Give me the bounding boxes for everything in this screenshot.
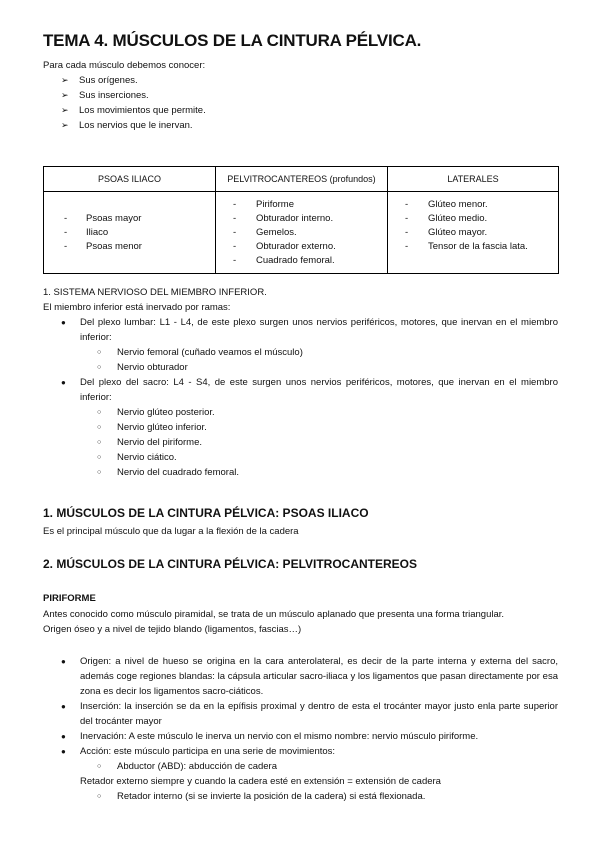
section-heading: 1. MÚSCULOS DE LA CINTURA PÉLVICA: PSOAS ILIACO [43, 506, 369, 520]
circle-bullet-icon: ○ [97, 424, 102, 431]
list-item: - Glúteo menor. [405, 199, 488, 210]
intro-lead: Para cada músculo debemos conocer: [43, 60, 206, 71]
arrow-bullet-icon: ➢ [61, 75, 69, 85]
list-item: ➢ Los movimientos que permite. [61, 105, 206, 116]
bullet-icon: ● [61, 378, 66, 387]
list-item: - Glúteo medio. [405, 213, 488, 224]
header-psoas-iliaco: PSOAS ILIACO [44, 167, 216, 192]
section-pelvitrocantereos [43, 557, 558, 572]
list-item: - Glúteo mayor. [405, 227, 488, 238]
circle-bullet-icon: ○ [97, 349, 102, 356]
intro-list [43, 73, 558, 133]
list-item: ● Acción: este músculo participa en una serie de movimientos: ○ Abductor (ABD): abducción de cadera [43, 744, 558, 774]
section-heading: 2. MÚSCULOS DE LA CINTURA PÉLVICA: PELVITROCANTEREOS [43, 557, 418, 571]
list-item: - Cuadrado femoral. [233, 254, 335, 266]
list-item: ● Del plexo lumbar: L1 - L4, de este plexo surgen unos nervios periféricos, motores, que inervan en el miembro inferior: ○ Nervio femoral (cuñado veamos el músculo) ○ Nervio obturador [61, 317, 558, 373]
paragraph: Origen óseo y a nivel de tejido blando (ligamentos, fascias…) [43, 624, 302, 635]
list-item: - Gemelos. [233, 226, 297, 238]
list-item: - Tensor de la fascia lata. [405, 241, 528, 252]
list-item: - Iliaco [64, 226, 109, 238]
intro-block [43, 58, 558, 133]
list-item: ● Origen: a nivel de hueso se origina en la cara anterolateral, es decir de la parte interna y externa del sacro, además coge regiones blandas: la cápsula articular sacro-iliaca y los ligamentos que pasan directamente por esa zona es decir los ligamentos sacro-ciáticos. [61, 656, 558, 697]
list-item: - Obturador interno. [233, 212, 334, 224]
list-item: ➢ Los nervios que le inervan. [61, 120, 193, 131]
table-header-row [44, 167, 559, 192]
list-item: ● Inervación: A este músculo le inerva un nervio con el mismo nombre: nervio músculo piriforme. [61, 731, 479, 742]
list-item: ➢ Sus inserciones. [61, 90, 149, 101]
header-pelvitrocantereos: PELVITROCANTEREOS (profundos) [216, 167, 388, 192]
section-psoas-iliaco [43, 506, 558, 539]
list-item: ○ Nervio ciático. [97, 452, 177, 463]
list-item: - Piriforme [233, 198, 295, 210]
bullet-icon: ● [61, 747, 66, 756]
list-item: ○ Retador interno (si se invierte la posición de la cadera) si está flexionada. [97, 791, 426, 802]
page-title: TEMA 4. MÚSCULOS DE LA CINTURA PÉLVICA. [43, 31, 422, 50]
list-item: ○ Nervio glúteo inferior. [97, 422, 207, 433]
list-item: ○ Abductor (ABD): abducción de cadera [97, 761, 278, 772]
circle-bullet-icon: ○ [97, 409, 102, 416]
section-lead: El miembro inferior está inervado por ramas: [43, 302, 231, 313]
list-item: - Psoas mayor [64, 212, 142, 224]
list-item: - Obturador externo. [233, 240, 336, 252]
circle-bullet-icon: ○ [97, 364, 102, 371]
arrow-bullet-icon: ➢ [61, 120, 69, 130]
piriforme-details [43, 654, 558, 804]
circle-bullet-icon: ○ [97, 439, 102, 446]
circle-bullet-icon: ○ [97, 793, 102, 800]
bullet-icon: ● [61, 702, 66, 711]
arrow-bullet-icon: ➢ [61, 105, 69, 115]
circle-bullet-icon: ○ [97, 763, 102, 770]
header-laterales: LATERALES [388, 167, 559, 192]
bullet-icon: ● [61, 318, 66, 327]
list-item: ○ Nervio del cuadrado femoral. [97, 467, 239, 478]
list-item: ○ Nervio obturador [97, 362, 188, 373]
circle-bullet-icon: ○ [97, 454, 102, 461]
cell-psoas-iliaco [44, 192, 216, 274]
list-item: ○ Nervio del piriforme. [97, 437, 202, 448]
bullet-icon: ● [61, 732, 66, 741]
list-item: - Psoas menor [64, 240, 142, 252]
table-row [44, 192, 559, 274]
circle-bullet-icon: ○ [97, 469, 102, 476]
list-item: ● Del plexo del sacro: L4 - S4, de este surgen unos nervios periféricos, motores, que inervan en el miembro inferior: ○ Nervio glúteo posterior. ○ Nervio glúteo inferior. ○ Nervio del piriforme. ○ Nervio ciático. ○ Nervio del cuadrado femoral. [61, 377, 558, 478]
list-item: ➢ Sus orígenes. [61, 75, 138, 86]
list-item: ○ Nervio glúteo posterior. [97, 407, 215, 418]
arrow-bullet-icon: ➢ [61, 90, 69, 100]
list-item: ● Inserción: la inserción se da en la epífisis proximal y dentro de esta el trocánter mayor justo enla parte superior del trocánter mayor [61, 701, 558, 727]
paragraph: Antes conocido como músculo piramidal, se trata de un músculo aplanado que presenta una forma triangular. [43, 609, 505, 620]
section-text: Es el principal músculo que da lugar a la flexión de la cadera [43, 526, 299, 537]
bullet-icon: ● [61, 657, 66, 666]
cell-laterales [388, 192, 559, 274]
subsection-heading: PIRIFORME [43, 593, 96, 604]
paragraph: Retador externo siempre y cuando la cadera esté en extensión = extensión de cadera [80, 776, 441, 787]
section-heading: 1. SISTEMA NERVIOSO DEL MIEMBRO INFERIOR. [43, 287, 267, 298]
piriforme-description [43, 607, 558, 637]
list-item: ○ Nervio femoral (cuñado veamos el músculo) [97, 347, 303, 358]
cell-pelvitrocantereos [216, 192, 388, 274]
muscle-groups-table [43, 166, 559, 274]
nervous-system-section [43, 285, 558, 480]
